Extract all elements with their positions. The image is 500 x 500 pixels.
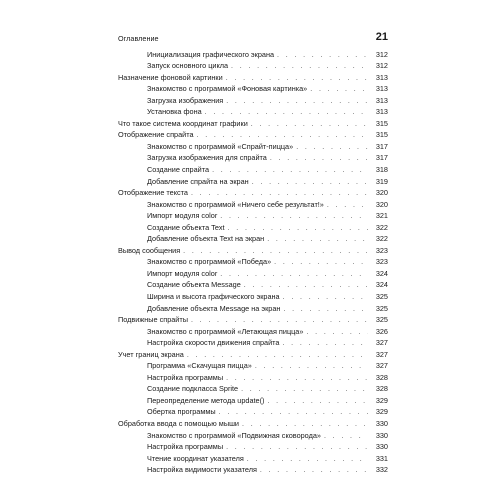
toc-entry-title: Добавление объекта Message на экран <box>147 303 281 313</box>
toc-entry-page: 318 <box>375 164 388 174</box>
toc-dot-leader <box>252 177 368 189</box>
toc-entry-page: 320 <box>375 199 388 209</box>
toc-dot-leader <box>255 361 368 373</box>
toc-entry-title: Настройка видимости указателя <box>147 465 257 475</box>
toc-entry-page: 328 <box>375 372 388 382</box>
toc-entry-page: 327 <box>375 338 388 348</box>
toc-entry-page: 329 <box>375 395 388 405</box>
toc-entry-page: 315 <box>375 130 388 140</box>
table-of-contents <box>118 49 388 476</box>
toc-entry-page: 319 <box>375 176 388 186</box>
toc-entry-title: Что такое система координат графики <box>118 118 248 128</box>
toc-entry-title: Настройка программы <box>147 372 224 382</box>
toc-entry-title: Программа «Скачущая пицца» <box>147 361 252 371</box>
toc-entry-page: 331 <box>375 453 388 463</box>
toc-entry-title: Знакомство с программой «Подвижная сковорода» <box>147 430 321 440</box>
toc-entry-title: Инициализация графического экрана <box>147 49 275 59</box>
toc-entry-title: Назначение фоновой картинки <box>118 72 223 82</box>
toc-dot-leader <box>282 338 368 350</box>
toc-entry-title: Учет границ экрана <box>118 349 184 359</box>
toc-subsection-entry <box>118 303 388 315</box>
toc-section-entry <box>118 118 388 130</box>
toc-entry-page: 313 <box>375 72 388 82</box>
toc-entry-title: Импорт модуля color <box>147 268 218 278</box>
toc-entry-title: Создание спрайта <box>147 164 210 174</box>
toc-entry-page: 327 <box>375 349 388 359</box>
toc-entry-title: Настройка программы <box>147 442 224 452</box>
toc-entry-title: Отображение спрайта <box>118 130 194 140</box>
toc-subsection-entry <box>118 141 388 153</box>
toc-section-entry <box>118 72 388 84</box>
toc-entry-page: 330 <box>375 419 388 428</box>
toc-entry-title: Вывод сообщения <box>118 245 181 255</box>
toc-entry-page: 325 <box>375 291 388 301</box>
toc-entry-title: Добавление объекта Text на экран <box>147 234 265 244</box>
toc-entry-page: 329 <box>375 407 388 417</box>
toc-subsection-entry <box>118 60 388 72</box>
toc-section-entry <box>118 129 388 141</box>
toc-dot-leader <box>270 153 368 165</box>
toc-subsection-entry <box>118 268 388 280</box>
toc-subsection-entry <box>118 199 388 211</box>
toc-entry-page: 327 <box>375 361 388 371</box>
toc-entry-page: 330 <box>375 442 388 452</box>
toc-entry-page: 325 <box>375 303 388 313</box>
toc-subsection-entry <box>118 453 388 465</box>
toc-subsection-entry <box>118 360 388 372</box>
toc-entry-title: Знакомство с программой «Победа» <box>147 257 272 267</box>
toc-section-entry <box>118 187 388 199</box>
toc-entry-page: 317 <box>375 141 388 151</box>
toc-entry-title: Запуск основного цикла <box>147 61 229 71</box>
toc-dot-leader <box>310 84 368 96</box>
toc-entry-page: 332 <box>375 465 388 475</box>
toc-subsection-entry <box>118 176 388 188</box>
toc-entry-page: 320 <box>375 188 388 198</box>
toc-entry-page: 317 <box>375 153 388 163</box>
toc-entry-page: 324 <box>375 280 388 290</box>
toc-entry-page: 312 <box>375 61 388 71</box>
toc-subsection-entry <box>118 441 388 453</box>
toc-subsection-entry <box>118 83 388 95</box>
toc-subsection-entry <box>118 337 388 349</box>
toc-entry-page: 315 <box>375 118 388 128</box>
page-header <box>118 31 388 47</box>
running-title: Оглавление <box>118 34 159 43</box>
toc-subsection-entry <box>118 326 388 338</box>
toc-entry-title: Знакомство с программой «Ничего себе результат!» <box>147 199 324 209</box>
toc-subsection-entry <box>118 95 388 107</box>
toc-section-entry <box>118 245 388 257</box>
toc-dot-leader <box>220 211 368 223</box>
toc-subsection-entry <box>118 372 388 384</box>
toc-dot-leader <box>306 327 368 339</box>
toc-entry-page: 328 <box>375 384 388 394</box>
toc-section-entry <box>118 349 388 361</box>
toc-entry-title: Переопределение метода update() <box>147 395 265 405</box>
toc-entry-page: 323 <box>375 257 388 267</box>
toc-subsection-entry <box>118 49 388 61</box>
toc-entry-title: Установка фона <box>147 107 202 117</box>
toc-entry-page: 321 <box>375 211 388 221</box>
page-number: 21 <box>375 31 388 43</box>
toc-subsection-entry <box>118 406 388 418</box>
toc-section-entry <box>118 314 388 326</box>
toc-entry-title: Знакомство с программой «Фоновая картинка» <box>147 84 308 94</box>
toc-entry-page: 313 <box>375 84 388 94</box>
toc-dot-leader <box>226 373 368 385</box>
toc-dot-leader <box>283 304 368 316</box>
toc-entry-title: Загрузка изображения <box>147 95 224 105</box>
toc-entry-page: 322 <box>375 234 388 244</box>
toc-entry-page: 322 <box>375 222 388 232</box>
toc-dot-leader <box>251 119 368 131</box>
toc-entry-title: Обертка программы <box>147 407 216 417</box>
toc-entry-title: Знакомство с программой «Летающая пицца» <box>147 326 304 336</box>
toc-entry-title: Создание подкласса Sprite <box>147 384 239 394</box>
toc-dot-leader <box>226 442 368 454</box>
toc-section-entry <box>118 418 388 430</box>
toc-entry-page: 323 <box>375 245 388 255</box>
toc-entry-title: Подвижные спрайты <box>118 315 188 325</box>
toc-entry-title: Настройка скорости движения спрайта <box>147 338 280 348</box>
toc-entry-title: Обработка ввода с помощью мыши <box>118 419 239 428</box>
toc-dot-leader <box>220 269 368 281</box>
toc-entry-title: Загрузка изображения для спрайта <box>147 153 267 163</box>
toc-subsection-entry <box>118 233 388 245</box>
toc-entry-page: 325 <box>375 315 388 325</box>
toc-dot-leader <box>247 454 368 466</box>
toc-subsection-entry <box>118 210 388 222</box>
toc-dot-leader <box>267 234 368 246</box>
toc-entry-page: 312 <box>375 49 388 59</box>
toc-dot-leader <box>324 431 368 443</box>
toc-dot-leader <box>260 465 368 477</box>
toc-subsection-entry <box>118 430 388 442</box>
toc-entry-title: Создание объекта Text <box>147 222 225 232</box>
toc-dot-leader <box>274 257 368 269</box>
toc-entry-title: Импорт модуля color <box>147 211 218 221</box>
toc-subsection-entry <box>118 152 388 164</box>
toc-subsection-entry <box>118 106 388 118</box>
toc-subsection-entry <box>118 395 388 407</box>
toc-entry-page: 324 <box>375 268 388 278</box>
toc-dot-leader <box>267 396 368 408</box>
toc-subsection-entry <box>118 164 388 176</box>
toc-entry-title: Ширина и высота графического экрана <box>147 291 280 301</box>
toc-entry-title: Отображение текста <box>118 188 188 198</box>
toc-dot-leader <box>327 200 368 212</box>
toc-entry-page: 330 <box>375 430 388 440</box>
toc-entry-title: Чтение координат указателя <box>147 453 244 463</box>
toc-subsection-entry <box>118 279 388 291</box>
toc-entry-page: 313 <box>375 95 388 105</box>
toc-dot-leader <box>277 50 368 62</box>
toc-subsection-entry <box>118 256 388 268</box>
toc-entry-title: Добавление спрайта на экран <box>147 176 249 186</box>
toc-subsection-entry <box>118 383 388 395</box>
toc-subsection-entry <box>118 464 388 476</box>
toc-entry-title: Знакомство с программой «Спрайт-пицца» <box>147 141 294 151</box>
toc-dot-leader <box>283 292 368 304</box>
toc-dot-leader <box>226 96 368 108</box>
toc-dot-leader <box>231 61 368 73</box>
toc-dot-leader <box>296 142 368 154</box>
toc-subsection-entry <box>118 291 388 303</box>
toc-subsection-entry <box>118 222 388 234</box>
toc-entry-page: 313 <box>375 107 388 117</box>
toc-entry-title: Создание объекта Message <box>147 280 241 290</box>
toc-dot-leader <box>219 407 368 419</box>
toc-entry-page: 326 <box>375 326 388 336</box>
